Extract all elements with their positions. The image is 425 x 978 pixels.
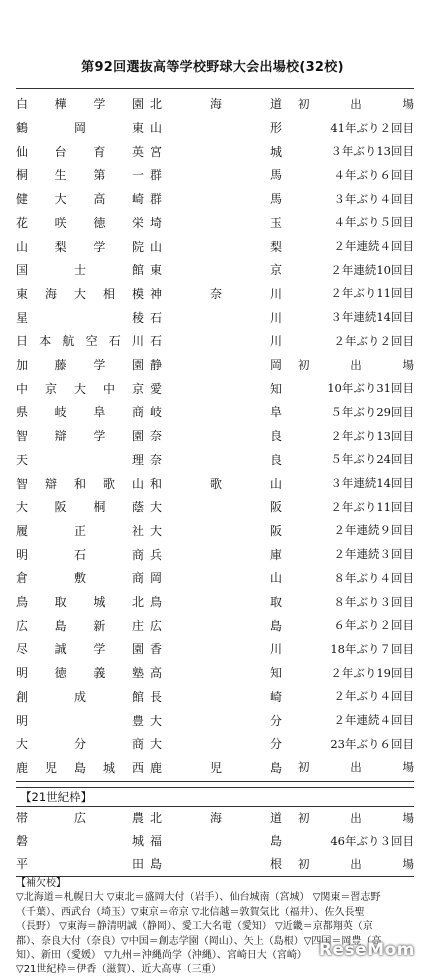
top-rule — [16, 88, 414, 89]
school-row — [16, 424, 414, 448]
school-row — [16, 376, 414, 400]
school-name: 帯 広 農 — [16, 811, 144, 825]
school-region: 山 梨 — [150, 239, 282, 254]
school-name: 鶴 岡 東 — [16, 121, 144, 136]
school-record: ４年ぶり５回目 — [333, 215, 414, 230]
school-record: 41年ぶり２回目 — [330, 120, 414, 135]
school-name: 加 藤 学 園 — [16, 358, 144, 373]
school-name: 鹿 児 島 城 西 — [16, 760, 144, 775]
school-row — [16, 116, 414, 140]
school-record: 初 出 場 — [298, 810, 414, 825]
school-name: 智 辯 和 歌 山 — [16, 476, 144, 491]
table-bottom-rule — [16, 781, 414, 782]
school-row — [16, 258, 414, 282]
school-region: 群 馬 — [150, 192, 282, 207]
school-row — [16, 234, 414, 258]
school-row — [16, 806, 414, 829]
school-name: 尽 誠 学 園 — [16, 642, 144, 657]
school-record: 初 出 場 — [298, 856, 414, 871]
school-region: 兵 庫 — [150, 547, 282, 562]
school-region: 奈 良 — [150, 452, 282, 467]
school-record: ２年連続４回目 — [333, 713, 414, 728]
school-region: 石 川 — [150, 334, 282, 349]
school-record: ５年ぶり24回目 — [330, 452, 414, 467]
school-name: 仙 台 育 英 — [16, 144, 144, 159]
school-name: 大 分 商 — [16, 737, 144, 752]
school-row — [16, 732, 414, 756]
school-record: ３年ぶり４回目 — [333, 191, 414, 206]
school-region: 岐 阜 — [150, 405, 282, 420]
school-record: ５年ぶり29回目 — [330, 404, 414, 419]
school-name: 白 樺 学 園 — [16, 97, 144, 112]
school-record: 初 出 場 — [298, 760, 414, 775]
school-name: 天 理 — [16, 452, 144, 467]
school-record: ３年連続14回目 — [330, 476, 414, 491]
school-region: 島 根 — [150, 857, 282, 871]
school-name: 履 正 社 — [16, 523, 144, 538]
school-record: ４年ぶり６回目 — [333, 167, 414, 182]
school-row — [16, 92, 414, 116]
school-name: 明 石 商 — [16, 547, 144, 562]
school-region: 鳥 取 — [150, 595, 282, 610]
school-region: 大 阪 — [150, 500, 282, 515]
school-region: 福 島 — [150, 834, 282, 848]
school-region: 埼 玉 — [150, 215, 282, 230]
school-record: ２年連続４回目 — [333, 239, 414, 254]
school-name: 健 大 高 崎 — [16, 192, 144, 207]
school-region: 長 崎 — [150, 689, 282, 704]
school-row — [16, 829, 414, 852]
reserve-line: （長野） ▽東海＝静清明誠（静岡）、愛工大名電（愛知） ▽近畿＝京都翔英（京 — [16, 921, 373, 933]
school-region: 広 島 — [150, 618, 282, 633]
reserve-line: （千葉）、西武台（埼玉）▽東京＝帝京 ▽北信越＝敦賀気比（福井）、佐久長聖 — [16, 906, 365, 918]
school-row — [16, 852, 414, 875]
school-record: 23年ぶり６回目 — [330, 736, 414, 751]
school-name: 国 士 館 — [16, 263, 144, 278]
school-region: 神 奈 川 — [150, 286, 282, 301]
school-row — [16, 211, 414, 235]
reserve-line: 都）、奈良大付（奈良）▽中国＝創志学園（岡山）、矢上（島根）▽四国＝岡豊（高 — [16, 935, 382, 947]
school-row — [16, 519, 414, 543]
school-row — [16, 282, 414, 306]
school-row — [16, 495, 414, 519]
school-row — [16, 139, 414, 163]
school-name: 鳥 取 城 北 — [16, 595, 144, 610]
school-row — [16, 613, 414, 637]
reserve-heading: 【補欠校】 — [16, 878, 66, 889]
school-name: 明 徳 義 塾 — [16, 666, 144, 681]
school-record: ２年連続10回目 — [330, 262, 414, 277]
school-region: 香 川 — [150, 642, 282, 657]
school-record: ２年ぶり13回目 — [330, 428, 414, 443]
school-region: 愛 知 — [150, 381, 282, 396]
school-region: 岡 山 — [150, 571, 282, 586]
school-name: 中 京 大 中 京 — [16, 381, 144, 396]
school-row — [16, 566, 414, 590]
school-region: 東 京 — [150, 263, 282, 278]
school-region: 和 歌 山 — [150, 476, 282, 491]
school-record: 初 出 場 — [298, 96, 414, 111]
school-record: ８年ぶり４回目 — [333, 570, 414, 585]
reserve-notes — [16, 877, 416, 978]
school-record: ３年連続14回目 — [330, 310, 414, 325]
school-region: 宮 城 — [150, 144, 282, 159]
school-row — [16, 305, 414, 329]
school-record: ３年ぶり13回目 — [330, 144, 414, 159]
school-region: 北 海 道 — [150, 97, 282, 112]
school-name: 明 豊 — [16, 713, 144, 728]
section-21-label: 【21世紀枠】 — [20, 790, 93, 804]
school-name: 山 梨 学 院 — [16, 239, 144, 254]
school-row — [16, 756, 414, 780]
school-record: ２年ぶり11回目 — [330, 286, 414, 301]
school-record: ２年連続３回目 — [333, 547, 414, 562]
reserve-line: ▽北海道＝札幌日大 ▽東北＝盛岡大付（岩手）、仙台城南（宮城） ▽関東＝習志野 — [16, 892, 381, 904]
school-row — [16, 400, 414, 424]
school-name: 広 島 新 庄 — [16, 618, 144, 633]
school-name: 桐 生 第 一 — [16, 168, 144, 183]
school-row — [16, 448, 414, 472]
school-region: 大 阪 — [150, 523, 282, 538]
school-row — [16, 187, 414, 211]
school-name: 花 咲 徳 栄 — [16, 215, 144, 230]
school-record: ２年ぶり４回目 — [333, 689, 414, 704]
school-record: ２年連続９回目 — [333, 523, 414, 538]
section21-top-rule — [16, 787, 414, 788]
school-region: 鹿 児 島 — [150, 760, 282, 775]
school-record: ６年ぶり２回目 — [333, 618, 414, 633]
school-region: 山 形 — [150, 121, 282, 136]
school-name: 星 稜 — [16, 310, 144, 325]
school-name: 県 岐 阜 商 — [16, 405, 144, 420]
school-row — [16, 590, 414, 614]
school-region: 奈 良 — [150, 429, 282, 444]
school-record: ２年ぶり11回目 — [330, 499, 414, 514]
page-title: 第92回選抜高等学校野球大会出場校(32校) — [81, 60, 344, 75]
school-name: 智 辯 学 園 — [16, 429, 144, 444]
school-region: 静 岡 — [150, 358, 282, 373]
school-row — [16, 685, 414, 709]
school-region: 大 分 — [150, 737, 282, 752]
school-name: 平 田 — [16, 857, 144, 871]
school-row — [16, 542, 414, 566]
school-name: 日 本 航 空 石 川 — [16, 334, 144, 349]
school-record: ２年ぶり２回目 — [333, 333, 414, 348]
school-record: ２年ぶり19回目 — [330, 665, 414, 680]
school-region: 石 川 — [150, 310, 282, 325]
school-row — [16, 353, 414, 377]
school-record: ８年ぶり３回目 — [333, 594, 414, 609]
reserve-line: 知）、新田（愛媛） ▽九州＝沖縄尚学（沖縄）、宮崎日大（宮崎） — [16, 950, 307, 962]
school-record: 46年ぶり３回目 — [330, 833, 414, 848]
resemom-logo: ReseMom — [318, 940, 415, 960]
school-row — [16, 163, 414, 187]
school-name: 東 海 大 相 模 — [16, 286, 144, 301]
school-row — [16, 661, 414, 685]
school-record: 初 出 場 — [298, 357, 414, 372]
school-region: 高 知 — [150, 666, 282, 681]
school-name: 倉 敷 商 — [16, 571, 144, 586]
school-region: 北 海 道 — [150, 811, 282, 825]
school-region: 群 馬 — [150, 168, 282, 183]
school-region: 大 分 — [150, 713, 282, 728]
school-row — [16, 471, 414, 495]
school-name: 創 成 館 — [16, 689, 144, 704]
school-row — [16, 329, 414, 353]
school-name: 大 阪 桐 蔭 — [16, 500, 144, 515]
school-name: 磐 城 — [16, 834, 144, 848]
school-record: 18年ぶり７回目 — [330, 641, 414, 656]
school-row — [16, 637, 414, 661]
reserve-line: ▽21世紀枠＝伊香（滋賀）、近大高専（三重） — [16, 964, 222, 976]
school-row — [16, 708, 414, 732]
school-record: 10年ぶり31回目 — [327, 381, 414, 396]
